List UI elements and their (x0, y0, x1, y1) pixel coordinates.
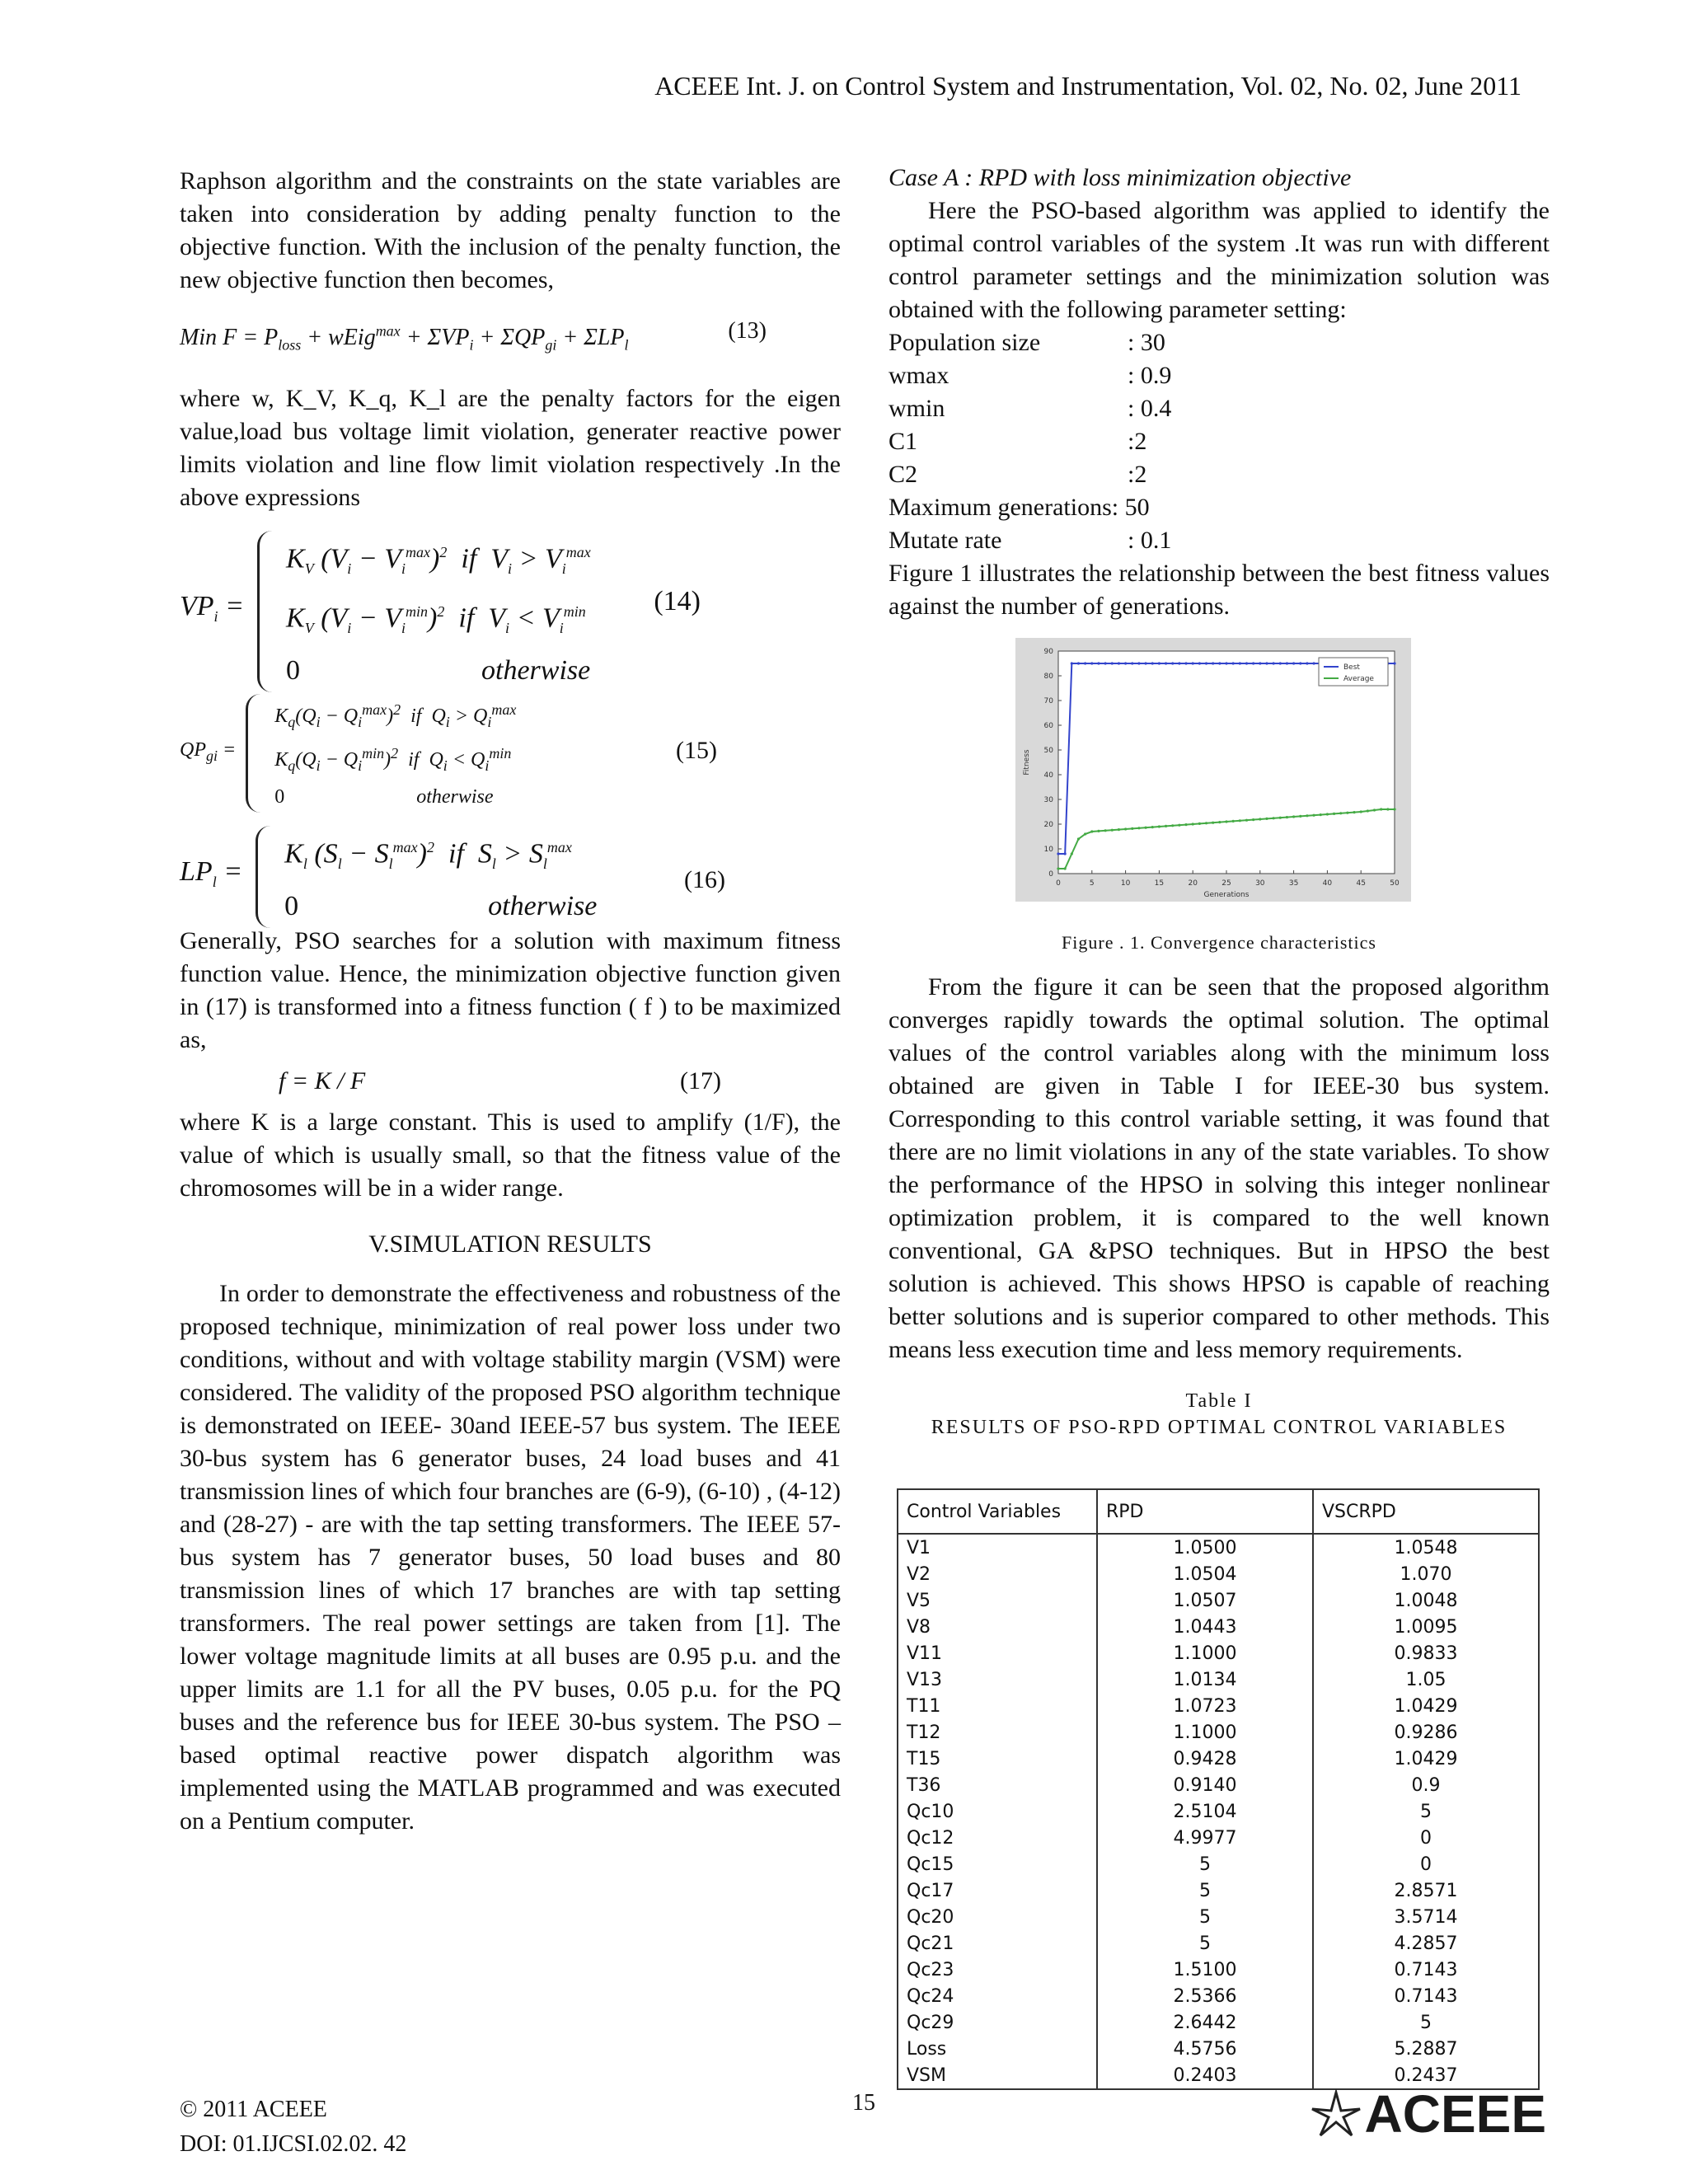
cell-value: 2.8571 (1313, 1877, 1539, 1904)
paragraph: From the figure it can be seen that the proposed algorithm converges rapidly towards the optimal solution. The optimal values of the control variables along with the minimum loss obtained are given in Table I for IEEE-30 bus system. Corresponding to this control variable setting, it was found that there are no limit violations in any of the state variables. To show the performance of the HPSO in solving this integer nonlinear optimization problem, it is compared to the well known conventional, GA &PSO techniques. But in HPSO the best solution is achieved. This shows HPSO is capable of reaching better solutions and is superior compared to other methods. This means less execution time and less memory requirements. (889, 973, 1550, 1363)
cell-value: 1.5100 (1097, 1957, 1313, 1983)
param-row (889, 458, 1550, 491)
data-point (1346, 812, 1348, 814)
param-row (889, 425, 1550, 458)
data-point (1265, 818, 1268, 820)
data-point (1071, 852, 1073, 855)
x-tick-label: 20 (1188, 879, 1198, 888)
x-tick-label: 45 (1356, 879, 1366, 888)
data-point (1184, 662, 1187, 664)
table-row (898, 1825, 1539, 1851)
data-point (1118, 828, 1120, 831)
table-row (898, 1798, 1539, 1825)
data-point (1299, 662, 1301, 664)
data-point (1273, 817, 1275, 819)
data-point (1232, 662, 1235, 664)
paragraph: where K is a large constant. This is used to amplify (1/F), the value of which is usually small, so that the fitness value of the chromosomes will be in a wider range. (180, 1108, 841, 1202)
legend-label: Best (1343, 663, 1360, 672)
equation-16: $LP_l$ = $K_l$ $(S_l - S_l^{max})^2$ if $S_l > S_l^{max}$ 0 otherwise (16) (180, 826, 841, 916)
table-title: RESULTS OF PSO-RPD OPTIMAL CONTROL VARIABLES (931, 1417, 1507, 1438)
param-key: wmin (889, 395, 945, 422)
equation-number: (15) (676, 737, 717, 764)
data-point (1279, 817, 1282, 819)
paragraph: Generally, PSO searches for a solution with maximum fitness function value. Hence, the minimization objective function given in (17) is transformed into a fitness function ( f ) to be maximized as, (180, 927, 841, 1053)
param-row (889, 491, 1550, 524)
data-point (1198, 662, 1201, 664)
param-value: : 0.1 (1128, 527, 1172, 554)
row-label: Qc24 (907, 1985, 954, 2007)
row-label: Qc23 (907, 1959, 954, 1980)
brace (246, 694, 266, 813)
data-point (1312, 814, 1315, 817)
cell-value: 1.0048 (1313, 1587, 1539, 1614)
table-row (898, 2036, 1539, 2062)
row-label: T11 (907, 1695, 941, 1717)
data-point (1077, 837, 1080, 840)
table-label: Table I (1185, 1390, 1253, 1412)
cell-value: 1.0134 (1097, 1666, 1313, 1693)
row-label: T12 (907, 1722, 941, 1743)
data-point (1286, 816, 1288, 818)
data-point (1111, 662, 1114, 664)
x-tick-label: 5 (1089, 879, 1095, 888)
cell-value: 3.5714 (1313, 1904, 1539, 1930)
equation-14: $VP_i$ = $K_V$ $(V_i - V_i^{max})^2$ if $V_i > V_i^{max}$ $K_V$ $(V_i - V_i^{min})^2$ if $V_i < V_i^{min}$ 0 otherwise (14) (180, 531, 841, 671)
column-header: Control Variables (898, 1489, 1097, 1534)
cell-value: 0 (1313, 1851, 1539, 1877)
data-point (1097, 830, 1100, 832)
x-tick-label: 40 (1322, 879, 1333, 888)
data-point (1144, 827, 1146, 829)
data-point (1273, 662, 1275, 664)
figure-1 (1015, 638, 1411, 902)
cell-value: 1.0548 (1313, 1534, 1539, 1561)
param-key: Mutate rate (889, 527, 1002, 554)
row-label: Loss (907, 2038, 947, 2060)
data-point (1064, 852, 1067, 855)
data-point (1306, 662, 1308, 664)
table-row (898, 1640, 1539, 1666)
table-row (898, 1877, 1539, 1904)
data-point (1178, 662, 1180, 664)
data-point (1225, 820, 1227, 823)
cell-value: 4.2857 (1313, 1930, 1539, 1957)
cell-value: 0.9 (1313, 1772, 1539, 1798)
paragraph: Here the PSO-based algorithm was applied to identify the optimal control variables of the system .It was run with different control parameter settings and the minimization solution was obtained with the following parameter setting: (889, 197, 1550, 323)
cell-value: 0.9833 (1313, 1640, 1539, 1666)
equation-number: (13) (728, 318, 767, 344)
data-point (1212, 822, 1214, 824)
data-point (1393, 662, 1395, 664)
param-row (889, 524, 1550, 557)
cell-value: 5 (1097, 1851, 1313, 1877)
cell-value: 1.0429 (1313, 1693, 1539, 1719)
x-tick-label: 15 (1154, 879, 1165, 888)
param-value: :2 (1128, 428, 1147, 455)
row-label: V8 (907, 1616, 931, 1638)
y-tick-label: 30 (1043, 796, 1053, 804)
data-point (1245, 662, 1248, 664)
data-point (1386, 808, 1389, 810)
table-row (898, 1930, 1539, 1957)
param-value: 50 (1124, 494, 1150, 521)
data-point (1165, 825, 1167, 827)
journal-header: ACEEE Int. J. on Control System and Instrumentation, Vol. 02, No. 02, June 2011 (654, 71, 1522, 101)
row-label: VSM (907, 2064, 946, 2086)
data-point (1205, 662, 1207, 664)
data-point (1205, 822, 1207, 824)
data-point (1124, 827, 1127, 830)
cell-value: 0.9428 (1097, 1746, 1313, 1772)
data-point (1320, 813, 1322, 816)
data-point (1118, 662, 1120, 664)
data-point (1077, 662, 1080, 664)
data-point (1097, 662, 1100, 664)
param-key: Maximum generations: (889, 494, 1119, 521)
cell-value: 1.0507 (1097, 1587, 1313, 1614)
data-point (1353, 811, 1355, 813)
table-row (898, 1587, 1539, 1614)
param-key: C2 (889, 461, 918, 488)
cell-value: 0 (1313, 1825, 1539, 1851)
y-tick-label: 40 (1043, 771, 1053, 780)
row-label: Qc17 (907, 1880, 954, 1901)
paragraph: where w, K_V, K_q, K_l are the penalty factors for the eigen value,load bus voltage limit violation, generater reactive power limits violation and line flow limit violation respectively .In the above expressions (180, 385, 841, 511)
doi: DOI: 01.IJCSI.02.02. 42 (180, 2131, 407, 2157)
figure-caption: Figure . 1. Convergence characteristics (1062, 932, 1376, 953)
convergence-chart (1015, 638, 1411, 902)
data-point (1165, 662, 1167, 664)
y-tick-label: 50 (1043, 747, 1053, 755)
row-label: V13 (907, 1669, 943, 1690)
data-point (1218, 662, 1221, 664)
cell-value: 2.5366 (1097, 1983, 1313, 2009)
table-row (898, 1693, 1539, 1719)
cell-value: 5 (1313, 2009, 1539, 2036)
cell-value: 1.1000 (1097, 1719, 1313, 1746)
row-label: V2 (907, 1563, 931, 1585)
data-point (1286, 662, 1288, 664)
cell-value: 5.2887 (1313, 2036, 1539, 2062)
data-point (1090, 830, 1093, 832)
data-point (1151, 662, 1154, 664)
equation-number: (17) (680, 1067, 721, 1094)
data-point (1252, 818, 1254, 821)
table-row (898, 1772, 1539, 1798)
data-point (1367, 809, 1369, 812)
data-point (1292, 815, 1295, 818)
data-point (1144, 662, 1146, 664)
param-value: : 30 (1128, 329, 1165, 356)
x-tick-label: 35 (1288, 879, 1299, 888)
cell-value: 0.7143 (1313, 1957, 1539, 1983)
row-label: T36 (907, 1774, 941, 1796)
data-point (1064, 867, 1067, 869)
cell-value: 1.070 (1313, 1561, 1539, 1587)
x-tick-label: 0 (1056, 879, 1061, 888)
param-row (889, 326, 1550, 359)
cell-value: 1.05 (1313, 1666, 1539, 1693)
data-point (1131, 827, 1133, 830)
data-point (1192, 662, 1194, 664)
cell-value: 5 (1313, 1798, 1539, 1825)
data-point (1171, 824, 1174, 827)
data-point (1084, 832, 1086, 835)
paragraph: In order to demonstrate the effectiveness and robustness of the proposed technique, minimization of real power loss under two conditions, without and with voltage stability margin (VSM) were considered. The validity of the proposed PSO algorithm technique is demonstrated on IEEE- 30and IEEE-57 bus system. The IEEE 30-bus system has 6 generator buses, 24 load buses and 41 transmission lines of which four branches are (6-9), (6-10) , (4-12) and (28-27) - are with the tap setting transformers. The IEEE 57-bus system has 7 generator buses, 50 load buses and 80 transmission lines of which 17 branches are with tap setting transformers. The real power settings are taken from [1]. The lower voltage magnitude limits at all buses are 0.95 p.u. and the upper limits are 1.1 for all the PV buses, 0.05 p.u. for the PQ buses and the reference bus for IEEE 30-bus system. The PSO –based optimal reactive power dispatch algorithm was implemented using the MATLAB programmed and was executed on a Pentium computer. (180, 1280, 841, 1835)
data-point (1178, 824, 1180, 827)
data-point (1137, 827, 1140, 829)
table-row (898, 1957, 1539, 1983)
section-heading: V.SIMULATION RESULTS (368, 1230, 652, 1258)
results-table (897, 1488, 1540, 2090)
x-tick-label: 25 (1221, 879, 1231, 888)
cell-value: 1.0443 (1097, 1614, 1313, 1640)
cell-value: 5 (1097, 1877, 1313, 1904)
row-label: Qc29 (907, 2012, 954, 2033)
cell-value: 1.0095 (1313, 1614, 1539, 1640)
data-point (1151, 826, 1154, 828)
data-point (1057, 852, 1059, 855)
data-point (1279, 662, 1282, 664)
cell-value: 5 (1097, 1930, 1313, 1957)
cell-value: 1.0429 (1313, 1746, 1539, 1772)
equation-17 (180, 1065, 841, 1098)
x-tick-label: 50 (1390, 879, 1400, 888)
cell-value: 0.9286 (1313, 1719, 1539, 1746)
y-tick-label: 70 (1043, 697, 1053, 705)
data-point (1225, 662, 1227, 664)
data-point (1104, 662, 1107, 664)
otherwise-label: otherwise (416, 785, 494, 808)
y-tick-label: 10 (1043, 846, 1053, 854)
table-row (898, 2009, 1539, 2036)
cell-value: 2.5104 (1097, 1798, 1313, 1825)
cell-value: 1.0500 (1097, 1534, 1313, 1561)
page-number: 15 (852, 2090, 875, 2116)
y-tick-label: 90 (1043, 648, 1053, 656)
paragraph: Raphson algorithm and the constraints on the state variables are taken into consideration by adding penalty function to the objective function. With the inclusion of the penalty function, the new objective function then becomes, (180, 167, 841, 293)
equation-15: $QP_{gi}$ = $K_q(Q_i - Q_i^{max})^2$ if $Q_i > Q_i^{max}$ $K_q(Q_i - Q_i^{min})^2$ if $Q_i < Q_i^{min}$ 0 otherwise (15) (180, 694, 841, 801)
column-header: RPD (1097, 1489, 1313, 1534)
data-point (1326, 813, 1329, 815)
table-row (898, 1983, 1539, 2009)
row-label: V11 (907, 1643, 943, 1664)
param-key: wmax (889, 362, 950, 389)
data-point (1333, 813, 1335, 815)
brace (257, 531, 278, 692)
data-point (1198, 823, 1201, 825)
table-row (898, 1666, 1539, 1693)
data-point (1259, 662, 1261, 664)
row-label: Qc10 (907, 1801, 954, 1822)
row-label: V1 (907, 1537, 931, 1558)
data-point (1137, 662, 1140, 664)
param-row (889, 392, 1550, 425)
data-point (1265, 662, 1268, 664)
data-point (1339, 812, 1342, 814)
cell-value: 0.7143 (1313, 1983, 1539, 2009)
column-header: VSCRPD (1313, 1489, 1539, 1534)
row-label: Qc12 (907, 1827, 954, 1849)
table-row (898, 1851, 1539, 1877)
cell-value: 1.1000 (1097, 1640, 1313, 1666)
cell-value: 1.0504 (1097, 1561, 1313, 1587)
data-point (1245, 819, 1248, 822)
logo-text: ACEEE (1364, 2084, 1546, 2144)
x-axis-label: Generations (1203, 891, 1250, 899)
equation-number: (16) (684, 866, 725, 893)
y-tick-label: 80 (1043, 673, 1053, 681)
data-point (1057, 867, 1059, 869)
param-value: : 0.4 (1128, 395, 1172, 422)
data-point (1212, 662, 1214, 664)
y-axis-label: Fitness (1023, 749, 1031, 776)
table-row (898, 1534, 1539, 1561)
data-point (1373, 808, 1376, 811)
cell-value: 4.9977 (1097, 1825, 1313, 1851)
x-tick-label: 10 (1120, 879, 1131, 888)
case-heading: Case A : RPD with loss minimization objective (889, 164, 1352, 191)
copyright: © 2011 ACEEE (180, 2097, 327, 2122)
param-key: C1 (889, 428, 918, 455)
table-row (898, 1561, 1539, 1587)
brace (256, 826, 276, 928)
data-point (1312, 662, 1315, 664)
data-point (1259, 818, 1261, 820)
data-point (1084, 662, 1086, 664)
data-point (1131, 662, 1133, 664)
otherwise-label: otherwise (481, 655, 591, 687)
data-point (1239, 819, 1241, 822)
row-label: Qc20 (907, 1906, 954, 1928)
data-point (1360, 810, 1362, 813)
data-point (1252, 662, 1254, 664)
cell-value: 4.5756 (1097, 2036, 1313, 2062)
data-point (1218, 821, 1221, 823)
cell-value: 5 (1097, 1904, 1313, 1930)
paragraph: Figure 1 illustrates the relationship between the best fitness values against the number of generations. (889, 560, 1550, 620)
y-tick-label: 60 (1043, 722, 1053, 730)
row-label: V5 (907, 1590, 931, 1611)
cell-value: 0.2437 (1313, 2062, 1539, 2089)
cell-value: 2.6442 (1097, 2009, 1313, 2036)
param-value: :2 (1128, 461, 1147, 488)
data-point (1158, 662, 1160, 664)
left-column (180, 165, 841, 1838)
table-row (898, 1719, 1539, 1746)
param-key: Population size (889, 329, 1041, 356)
data-point (1239, 662, 1241, 664)
star-logo-icon (1307, 2089, 1365, 2139)
aceee-logo (1307, 2083, 1547, 2144)
equation-13: Min $F = P_{loss}$ + wEig$^{max}$ + $\Sigma VP_i + \Sigma QP_{gi} + \Sigma LP_l$ (13) (180, 315, 841, 364)
cell-value: 1.0723 (1097, 1693, 1313, 1719)
data-point (1184, 823, 1187, 826)
data-point (1299, 815, 1301, 818)
param-value: : 0.9 (1128, 362, 1172, 389)
data-point (1306, 814, 1308, 817)
param-row (889, 359, 1550, 392)
data-point (1380, 808, 1382, 810)
data-point (1158, 825, 1160, 827)
data-point (1124, 662, 1127, 664)
y-tick-label: 0 (1048, 870, 1053, 879)
data-point (1192, 823, 1194, 825)
table-header-row (898, 1489, 1539, 1534)
legend-label: Average (1343, 675, 1374, 683)
cell-value: 0.2403 (1097, 2062, 1313, 2089)
data-point (1090, 662, 1093, 664)
equation-body: f = K / F (279, 1067, 366, 1094)
data-point (1232, 820, 1235, 823)
data-point (1111, 829, 1114, 832)
parameter-list (889, 326, 1550, 557)
table-row (898, 1614, 1539, 1640)
x-tick-label: 30 (1255, 879, 1265, 888)
data-point (1071, 662, 1073, 664)
row-label: T15 (907, 1748, 941, 1769)
data-point (1171, 662, 1174, 664)
table-row (898, 1746, 1539, 1772)
equation-number: (14) (654, 586, 701, 616)
otherwise-label: otherwise (488, 891, 598, 922)
cell-value: 0.9140 (1097, 1772, 1313, 1798)
table-row (898, 1904, 1539, 1930)
data-point (1104, 829, 1107, 832)
row-label: Qc21 (907, 1933, 954, 1954)
right-column (889, 162, 1550, 1441)
y-tick-label: 20 (1043, 821, 1053, 829)
data-point (1393, 808, 1395, 810)
row-label: Qc15 (907, 1854, 954, 1875)
data-point (1292, 662, 1295, 664)
